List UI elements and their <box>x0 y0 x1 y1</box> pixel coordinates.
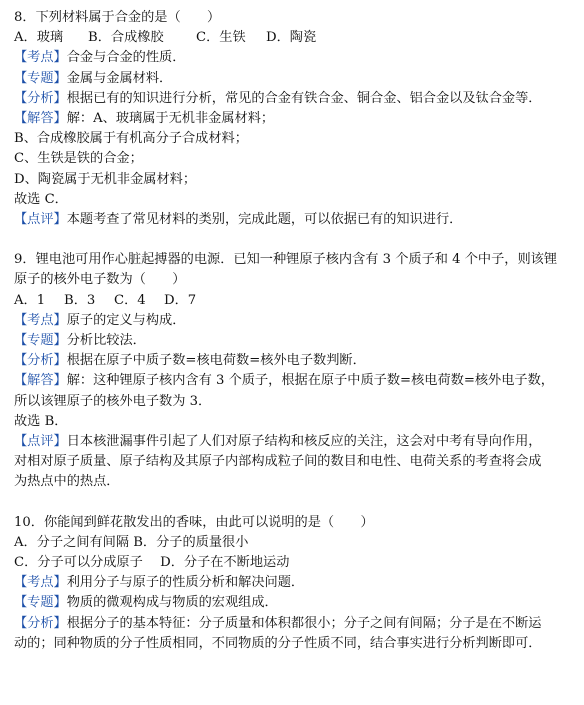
kaodian-text: 利用分子与原子的性质分析和解决问题． <box>66 575 305 591</box>
zhuanti-tag: 【专题】 <box>14 333 67 348</box>
q10-kaodian <box>14 573 576 593</box>
q8-option-a: A．玻璃 <box>14 30 64 46</box>
q9-option-d: D．7 <box>164 292 197 308</box>
q9-option-c: C．4 <box>114 292 146 308</box>
q8-zhuanti <box>14 69 576 89</box>
q9-kaodian <box>14 311 576 331</box>
kaodian-text: 原子的定义与构成． <box>66 312 186 328</box>
q10-fenxi <box>14 614 576 634</box>
q10-fenxi-cont: 动的；同种物质的分子性质相同，不同物质的分子性质不同，结合事实进行分析判断即可． <box>14 635 542 651</box>
jieda-tag: 【解答】 <box>14 373 67 389</box>
q9-dianping <box>14 432 576 452</box>
q9-zhuanti <box>14 331 576 351</box>
q9-option-a: A．1 <box>14 292 46 308</box>
jieda-text: 解：这种锂原子核内含有 3 个质子，根据在原子中质子数=核电荷数=核外电子数， <box>66 373 554 389</box>
q9-dianping-cont: 为热点中的热点． <box>14 474 120 490</box>
q10-stem: 10．你能闻到鲜花散发出的香味，由此可以说明的是（ ） <box>14 514 374 530</box>
q8-option-d: D．陶瓷 <box>266 30 317 46</box>
zhuanti-text: 物质的微观构成与物质的宏观组成． <box>66 595 278 611</box>
q8-answer-line: B、合成橡胶属于有机高分子合成材料； <box>14 131 248 147</box>
dianping-text: 本题考查了常见材料的类别，完成此题，可以依据已有的知识进行． <box>66 211 463 227</box>
q8-choice: 故选 C． <box>14 191 68 207</box>
q8-answer-line: C、生铁是铁的合金； <box>14 151 143 167</box>
fenxi-tag: 【分析】 <box>14 353 67 369</box>
jieda-text: 解：A、玻璃属于无机非金属材料； <box>66 110 275 126</box>
q9-choice: 故选 B． <box>14 413 68 429</box>
q10-zhuanti <box>14 593 576 613</box>
kaodian-tag: 【考点】 <box>14 312 67 328</box>
q9-fenxi <box>14 351 576 371</box>
q10-options-cd: C．分子可以分成原子 D．分子在不断地运动 <box>14 555 290 571</box>
fenxi-text: 根据已有的知识进行分析，常见的合金有铁合金、铜合金、铝合金以及钛合金等． <box>66 90 542 106</box>
q8-fenxi <box>14 89 576 109</box>
kaodian-tag: 【考点】 <box>14 575 67 591</box>
document-page <box>14 8 576 654</box>
zhuanti-tag: 【专题】 <box>14 595 67 611</box>
q8-options <box>14 28 576 48</box>
q9-stem: 9．锂电池可用作心脏起搏器的电源．已知一种锂原子核内含有 3 个质子和 4 个中子，则该锂 <box>14 252 558 268</box>
dianping-tag: 【点评】 <box>14 211 67 227</box>
q9-jieda-cont: 所以该锂原子的核外电子数为 3． <box>14 393 212 409</box>
kaodian-tag: 【考点】 <box>14 50 67 66</box>
q8-stem: 8．下列材料属于合金的是（ ） <box>14 10 221 25</box>
q8-option-b: B．合成橡胶 <box>88 30 164 46</box>
fenxi-tag: 【分析】 <box>14 90 67 106</box>
zhuanti-text: 金属与金属材料． <box>66 70 173 86</box>
q8-jieda <box>14 109 576 129</box>
zhuanti-tag: 【专题】 <box>14 70 67 86</box>
fenxi-tag: 【分析】 <box>14 615 67 631</box>
q8-kaodian <box>14 48 576 68</box>
q8-option-c: C．生铁 <box>196 30 246 46</box>
dianping-text: 日本核泄漏事件引起了人们对原子结构和核反应的关注，这会对中考有导向作用， <box>66 433 542 449</box>
q9-stem-cont: 原子的核外电子数为（ ） <box>14 272 186 288</box>
q10-options-ab: A．分子之间有间隔 B．分子的质量很小 <box>14 534 249 550</box>
q8-dianping <box>14 210 576 230</box>
fenxi-text: 根据分子的基本特征：分子质量和体积都很小；分子之间有间隔；分子是在不断运 <box>66 615 542 631</box>
q9-dianping-cont: 对相对原子质量、原子结构及其原子内部构成粒子间的数目和电性、电荷关系的考查将会成 <box>14 454 542 470</box>
kaodian-text: 合金与合金的性质． <box>66 50 186 66</box>
q9-option-b: B．3 <box>64 292 96 308</box>
q9-jieda <box>14 371 576 391</box>
jieda-tag: 【解答】 <box>14 110 67 126</box>
q9-options <box>14 291 576 311</box>
q8-answer-line: D、陶瓷属于无机非金属材料； <box>14 171 197 187</box>
zhuanti-text: 分析比较法． <box>66 333 146 348</box>
fenxi-text: 根据在原子中质子数=核电荷数=核外电子数判断． <box>66 353 366 369</box>
dianping-tag: 【点评】 <box>14 433 67 449</box>
